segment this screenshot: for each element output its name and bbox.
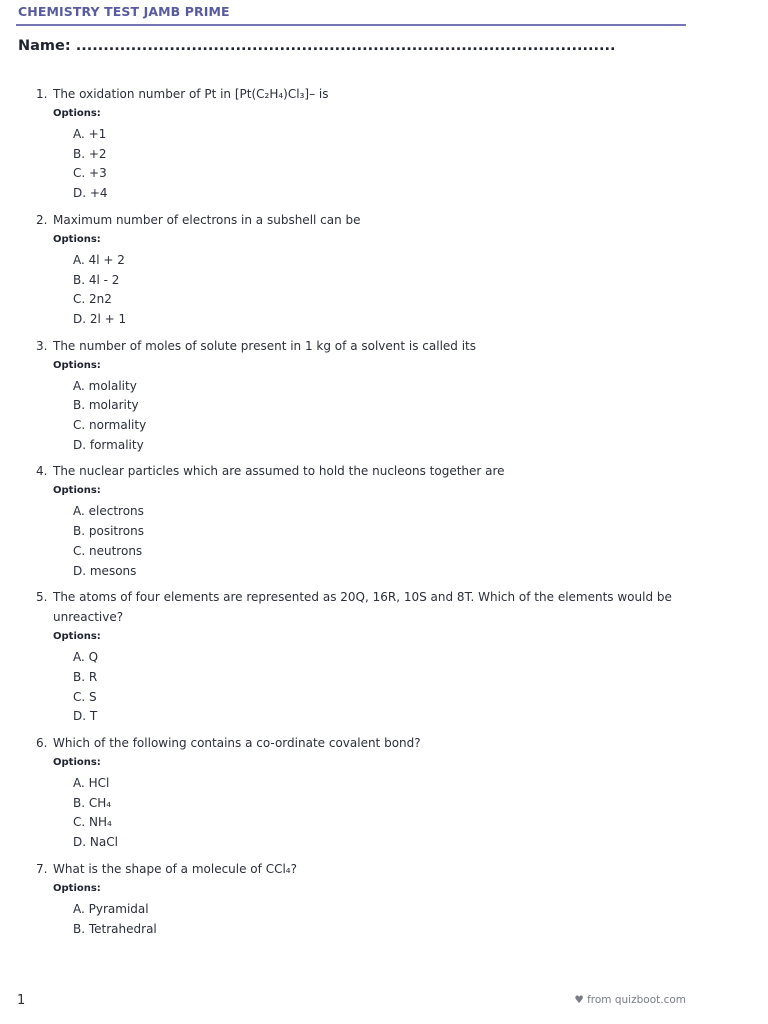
question-item <box>0 587 700 727</box>
options-list <box>0 900 700 939</box>
question-number: 6. <box>36 736 48 751</box>
option-item: A. +1 <box>73 127 107 141</box>
options-label: Options: <box>53 359 101 371</box>
option-item: D. NaCl <box>73 835 118 850</box>
questions-list <box>0 84 700 945</box>
option-item: B. R <box>73 669 98 684</box>
question-item <box>0 733 700 853</box>
options-list <box>0 774 700 853</box>
options-list <box>0 251 700 330</box>
question-number: 1. <box>36 87 48 101</box>
question-number: 4. <box>36 464 48 479</box>
question-item <box>0 859 700 939</box>
options-label: Options: <box>53 233 101 245</box>
question-item <box>0 84 700 204</box>
option-item: A. Q <box>73 650 99 665</box>
question-text: Which of the following contains a co-ordinate covalent bond? <box>53 736 421 751</box>
question-number: 3. <box>36 338 48 353</box>
option-item: D. +4 <box>73 186 108 201</box>
option-item: D. mesons <box>73 563 137 578</box>
question-text: The oxidation number of Pt in [Pt(C₂H₄)Cl₃]– is <box>53 87 329 101</box>
worksheet-title: CHEMISTRY TEST JAMB PRIME <box>18 4 230 19</box>
option-item: B. positrons <box>73 524 144 539</box>
question-item <box>0 461 700 581</box>
option-item: A. Pyramidal <box>73 901 149 916</box>
option-item: C. S <box>73 689 97 704</box>
question-item <box>0 336 700 456</box>
question-text: The number of moles of solute present in 1 kg of a solvent is called its <box>53 338 477 353</box>
question-text: The nuclear particles which are assumed to hold the nucleons together are <box>53 464 505 479</box>
option-item: A. molality <box>73 378 137 393</box>
option-item: B. molarity <box>73 398 139 413</box>
question-number: 7. <box>36 861 48 876</box>
question-text: What is the shape of a molecule of CCl₄? <box>53 861 297 876</box>
option-item: C. +3 <box>73 166 107 181</box>
question-item <box>0 210 700 330</box>
header-divider <box>16 24 686 26</box>
options-list <box>0 502 700 581</box>
options-label: Options: <box>53 882 101 894</box>
question-text: Maximum number of electrons in a subshell can be <box>53 212 361 227</box>
name-field-line: Name: .................................................................................................. <box>18 38 616 54</box>
question-text: The atoms of four elements are represented as 20Q, 16R, 10S and 8T. Which of the elements would be unreactive? <box>53 590 672 625</box>
options-list <box>0 125 700 204</box>
option-item: D. formality <box>73 437 144 452</box>
option-item: B. Tetrahedral <box>73 921 157 936</box>
option-item: D. T <box>73 709 98 724</box>
option-item: B. 4l - 2 <box>73 272 120 287</box>
question-number: 5. <box>36 590 48 605</box>
options-list <box>0 377 700 456</box>
option-item: A. electrons <box>73 504 144 519</box>
options-label: Options: <box>53 108 101 119</box>
option-item: C. NH₄ <box>73 815 112 830</box>
option-item: D. 2l + 1 <box>73 311 127 326</box>
option-item: B. +2 <box>73 146 107 161</box>
page-number: 1 <box>17 993 26 1008</box>
options-label: Options: <box>53 631 101 643</box>
option-item: A. HCl <box>73 776 110 791</box>
options-label: Options: <box>53 757 101 769</box>
question-number: 2. <box>36 212 48 227</box>
option-item: C. neutrons <box>73 543 143 558</box>
option-item: C. 2n2 <box>73 292 112 307</box>
option-item: C. normality <box>73 418 147 433</box>
option-item: B. CH₄ <box>73 795 112 810</box>
options-list <box>0 648 700 727</box>
footer-brand-link[interactable]: ♥ from quizboot.com <box>574 994 686 1006</box>
option-item: A. 4l + 2 <box>73 252 125 267</box>
options-label: Options: <box>53 485 101 497</box>
